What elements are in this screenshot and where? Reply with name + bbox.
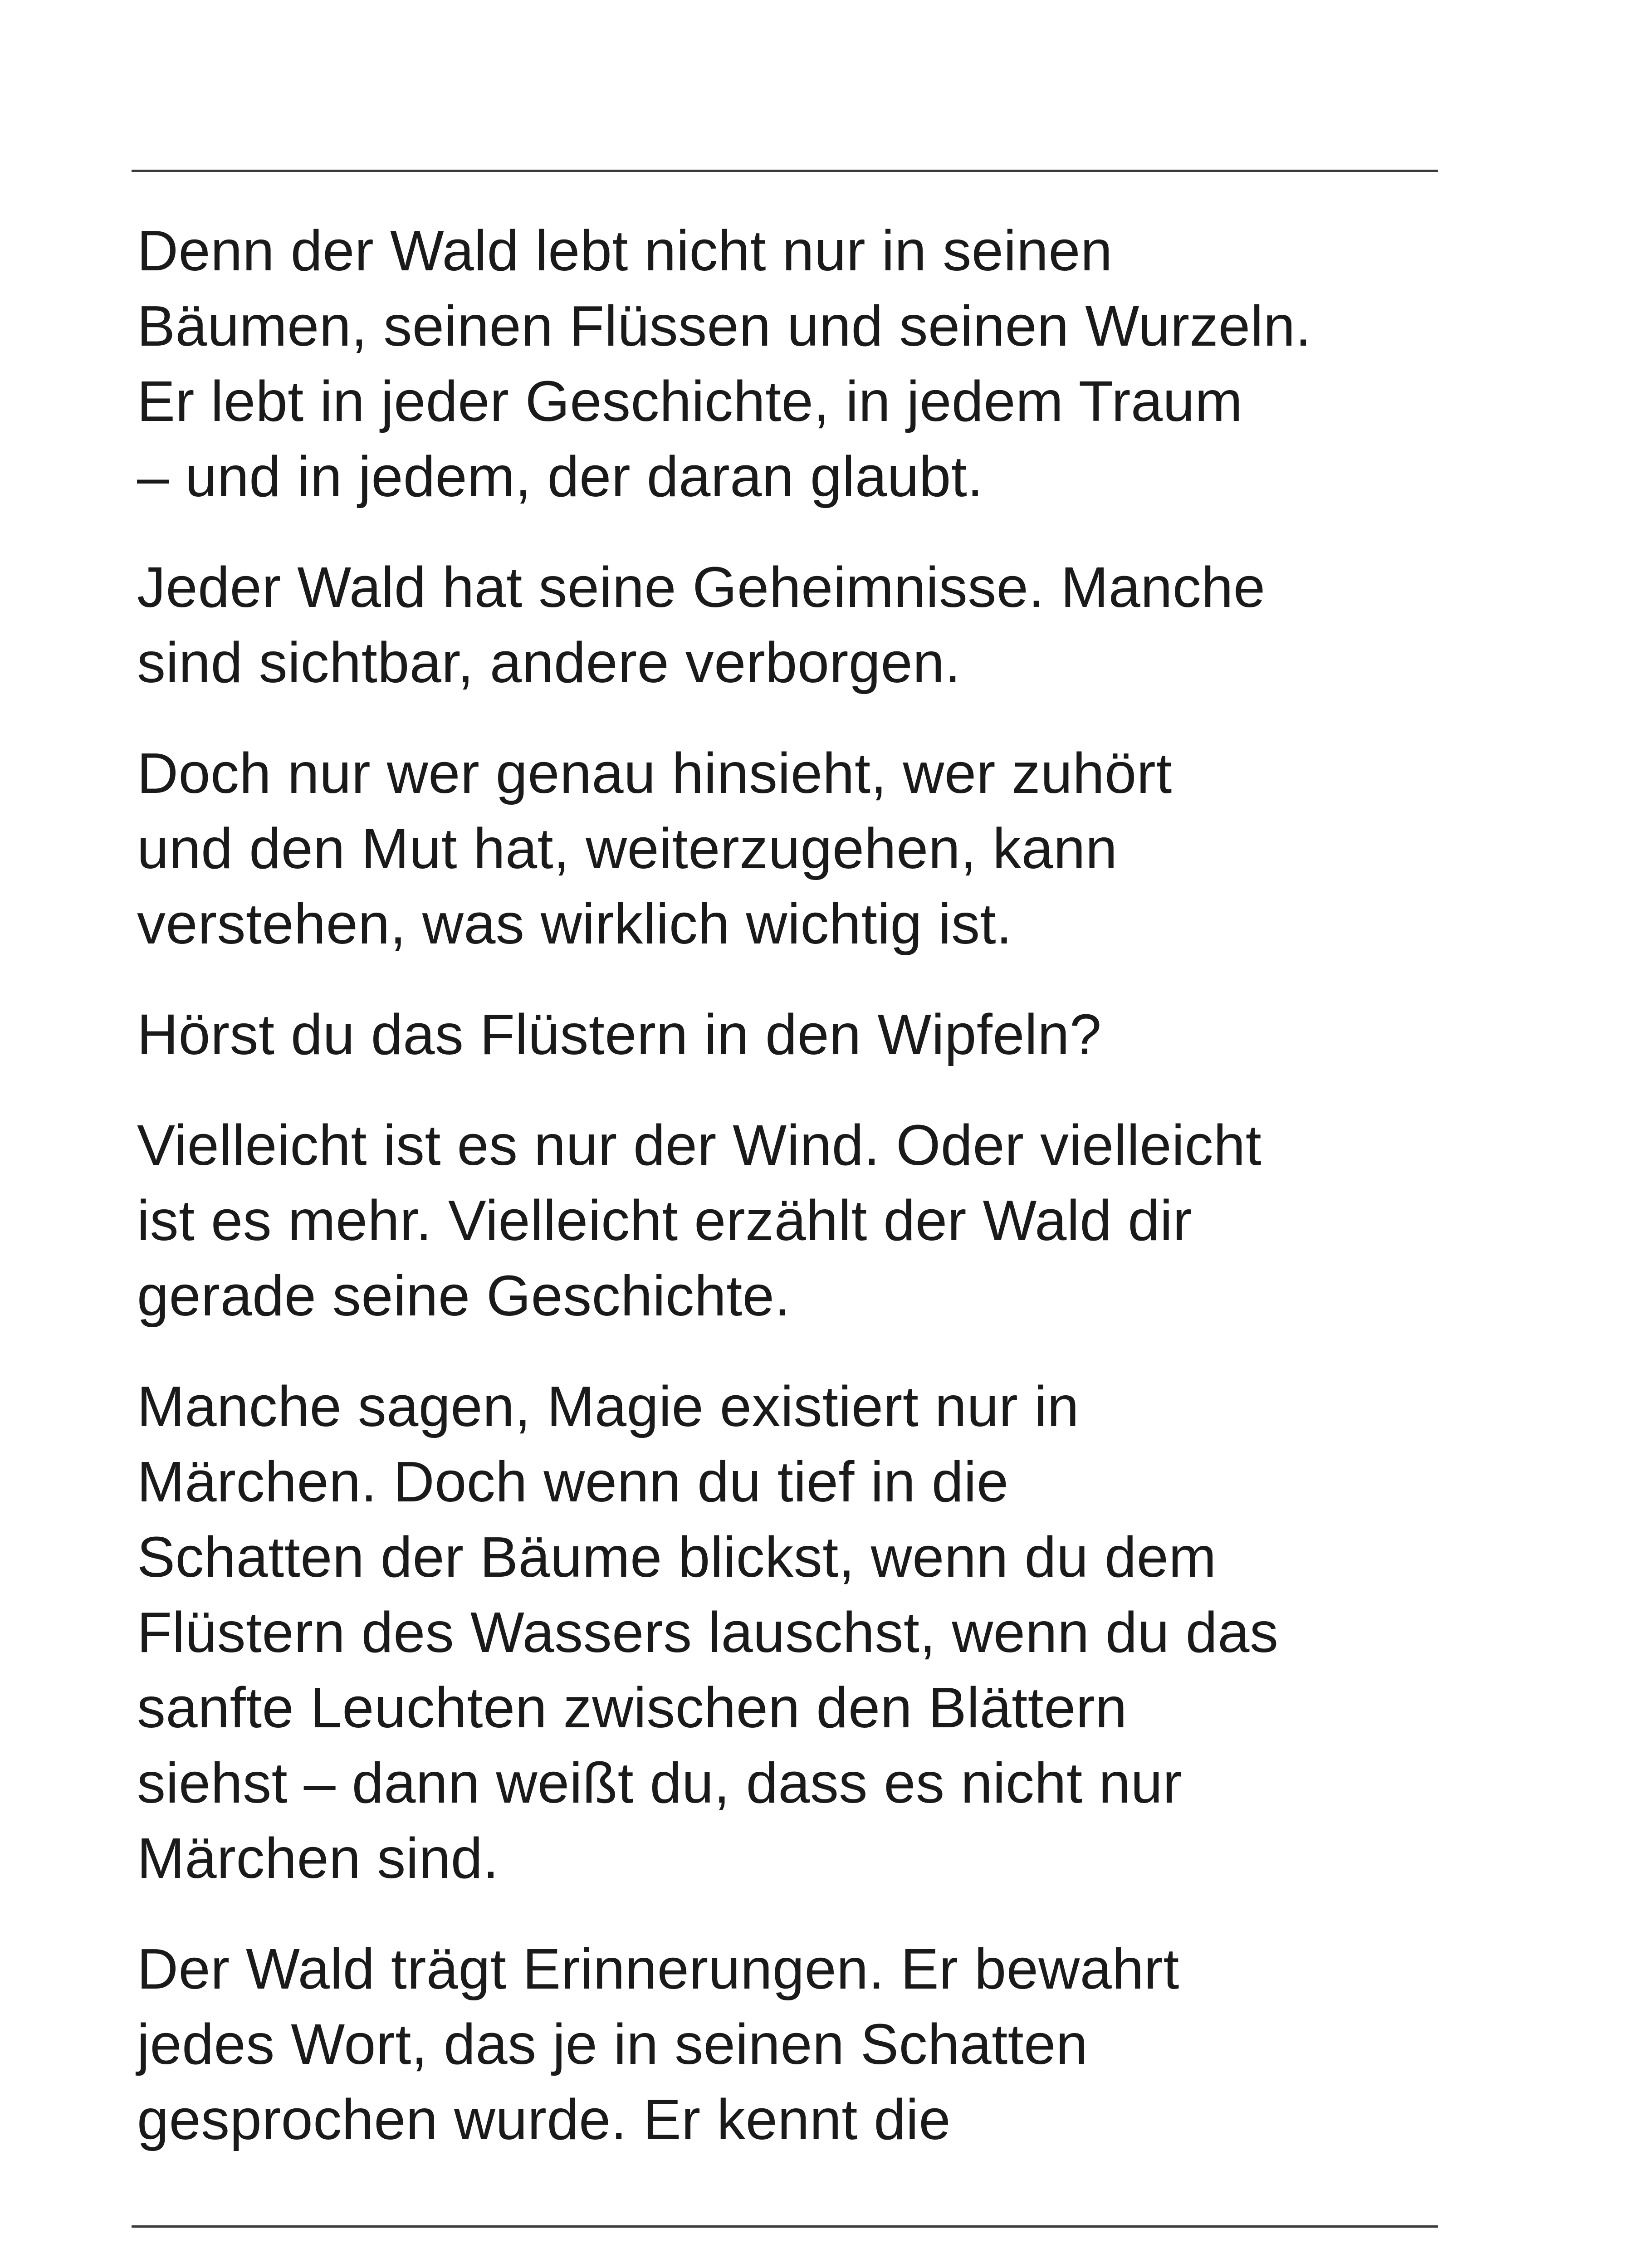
text-line: Hörst du das Flüstern in den Wipfeln? [137, 1002, 1102, 1066]
text-line: Vielleicht ist es nur der Wind. Oder vielleicht [137, 1113, 1262, 1177]
text-line: sind sichtbar, andere verborgen. [137, 631, 961, 694]
text-line: sanfte Leuchten zwischen den Blättern [137, 1676, 1127, 1740]
paragraph-1 [137, 213, 1434, 514]
text-line: Märchen sind. [137, 1826, 499, 1890]
text-line: Flüstern des Wassers lauschst, wenn du das [137, 1600, 1279, 1664]
text-line: verstehen, was wirklich wichtig ist. [137, 892, 1012, 956]
paragraph-2 [137, 550, 1434, 700]
footer-divider [132, 2225, 1438, 2228]
text-line: und den Mut hat, weiterzugehen, kann [137, 816, 1118, 880]
text-line: Schatten der Bäume blickst, wenn du dem [137, 1525, 1217, 1589]
text-line: Manche sagen, Magie existiert nur in [137, 1374, 1080, 1438]
paragraph-7 [137, 1931, 1434, 2157]
text-line: Märchen. Doch wenn du tief in die [137, 1450, 1009, 1514]
page-body [137, 213, 1434, 2193]
text-line: Doch nur wer genau hinsieht, wer zuhört [137, 741, 1172, 805]
paragraph-4 [137, 997, 1434, 1072]
text-line: ist es mehr. Vielleicht erzählt der Wald dir [137, 1188, 1192, 1252]
text-line: siehst – dann weißt du, dass es nicht nur [137, 1751, 1182, 1815]
text-line: Bäumen, seinen Flüssen und seinen Wurzeln. [137, 294, 1312, 358]
text-line: Denn der Wald lebt nicht nur in seinen [137, 219, 1113, 283]
paragraph-3 [137, 736, 1434, 962]
text-line: Der Wald trägt Erinnerungen. Er bewahrt [137, 1937, 1179, 2001]
text-line: Er lebt in jeder Geschichte, in jedem Traum [137, 369, 1243, 433]
text-line: gerade seine Geschichte. [137, 1264, 791, 1328]
paragraph-5 [137, 1108, 1434, 1334]
paragraph-6 [137, 1369, 1434, 1896]
header-divider [132, 170, 1438, 172]
text-line: jedes Wort, das je in seinen Schatten [137, 2012, 1088, 2076]
text-line: Jeder Wald hat seine Geheimnisse. Manche [137, 555, 1266, 619]
text-line: gesprochen wurde. Er kennt die [137, 2087, 951, 2151]
text-line: – und in jedem, der daran glaubt. [137, 445, 983, 508]
